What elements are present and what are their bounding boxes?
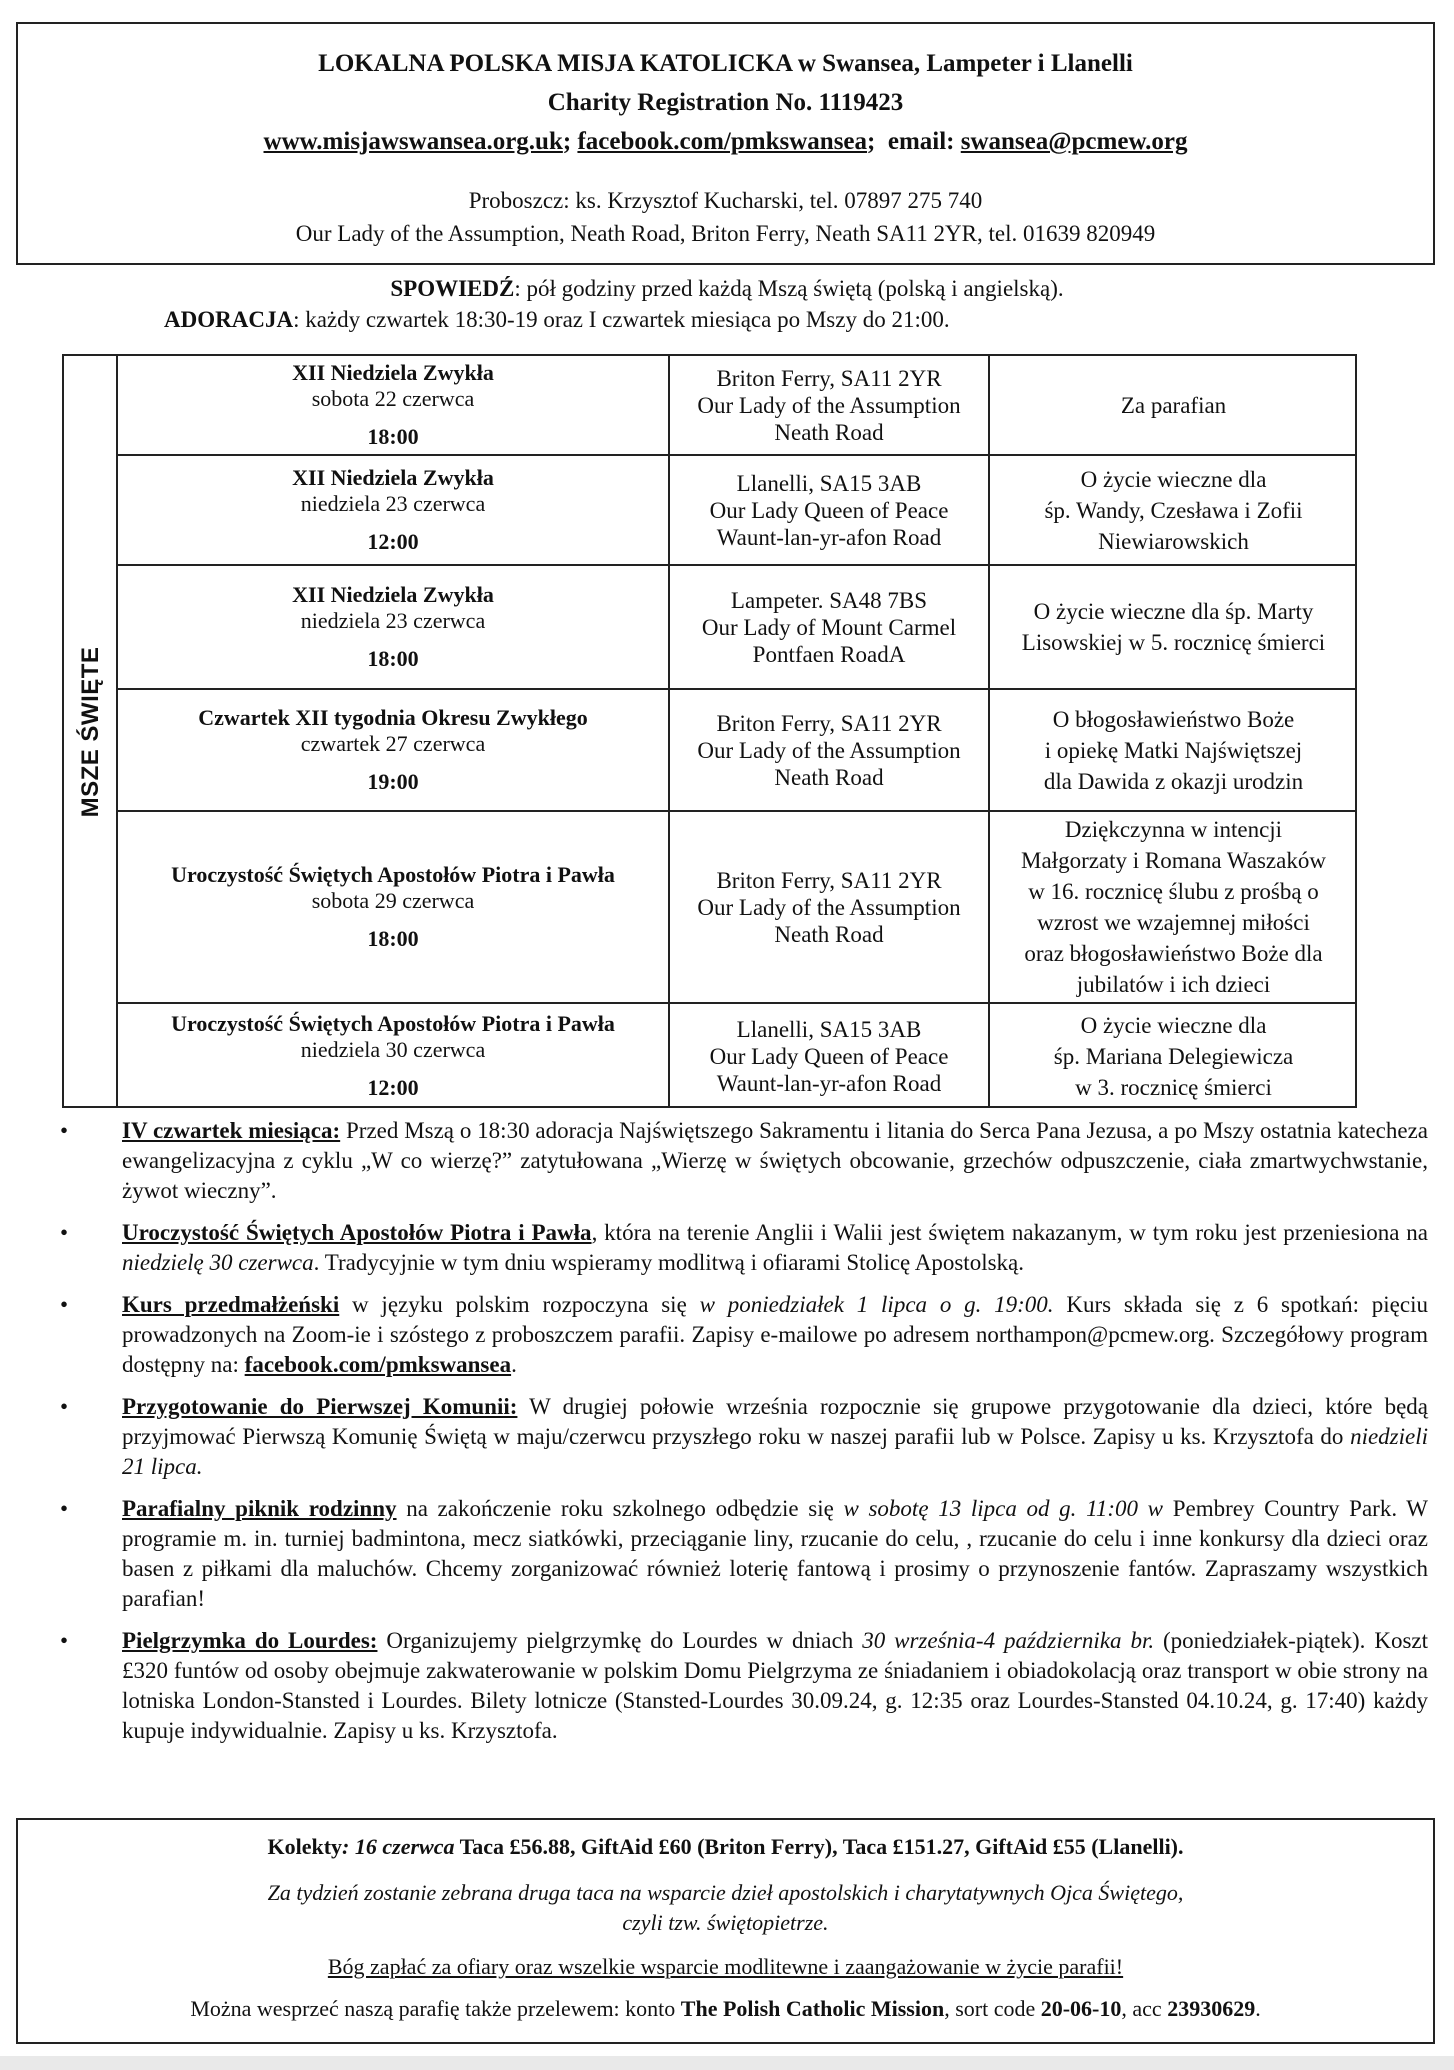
thanks-line: Bóg zapłać za ofiary oraz wszelkie wsparcie modlitewne i zaangażowanie w życie parafii! [327,1954,1124,1979]
notice-item: • Przygotowanie do Pierwszej Komunii: W drugiej połowie września rozpocznie się grupowe przygotowanie dla dzieci, które będą przyjmować Pierwszą Komunię Świętą w maju/czerwcu przyszłego roku w naszej parafii lub w Polsce. Zapisy u ks. Krzysztofa do niedzieli 21 lipca. [60,1394,1429,1479]
intention-cell: O błogosławieństwo Boże i opiekę Matki Najświętszej dla Dawida z okazji urodzin [1043,706,1304,794]
confession-label: SPOWIEDŹ [390,276,515,301]
parish-priest: Proboszcz: ks. Krzysztof Kucharski, tel. 07897 275 740 [468,188,983,213]
intention-cell: Dziękczynna w intencji Małgorzaty i Romana Waszaków w 16. rocznicę ślubu z prośbą o wzrost we wzajemnej miłości oraz błogosławieństwo Boże dla jubilatów i ich dzieci [1021,817,1326,997]
intention-cell: O życie wieczne dla śp. Marty Lisowskiej w 5. rocznicę śmierci [1021,599,1326,655]
church-address: Our Lady of the Assumption, Neath Road, Briton Ferry, Neath SA11 2YR, tel. 01639 820949 [295,221,1156,246]
location-cell: Briton Ferry, SA11 2YR Our Lady of the Assumption Neath Road [670,356,990,454]
footer-box [16,1818,1435,2044]
website-link[interactable]: www.misjawswansea.org.uk [263,128,563,155]
event-cell: Uroczystość Świętych Apostołów Piotra i Pawła niedziela 30 czerwca 12:00 [118,1004,670,1108]
bullet-icon: • [60,1628,69,1653]
event-cell: Czwartek XII tygodnia Okresu Zwykłego czwartek 27 czerwca 19:00 [118,690,670,810]
header-box [16,22,1435,265]
location-cell: Briton Ferry, SA11 2YR Our Lady of the Assumption Neath Road [670,812,990,1002]
table-row [118,456,1357,566]
table-row [118,690,1357,812]
notice-item: • Parafialny piknik rodzinny na zakończenie roku szkolnego odbędzie się w sobotę 13 lipca od g. 11:00 w Pembrey Country Park. W programie m. in. turniej badmintona, mecz siatkówki, przeciąganie liny, rzucanie do celu, , rzucanie do celu i inne konkursy dla dzieci oraz basen z piłkami dla maluchów. Chcemy zorganizować również loterię fantową i prosimy o przynoszenie fantów. Zapraszamy wszystkich parafian! [60,1496,1429,1611]
adoration-label: ADORACJA [164,307,294,332]
collections-line: Kolekty: 16 czerwca Taca £56.88, GiftAid £60 (Briton Ferry), Taca £151.27, GiftAid £55 (Llanelli). [267,1834,1184,1859]
table-row [118,566,1357,690]
page-bottom-edge [0,2056,1454,2070]
notice-item: • IV czwartek miesiąca: Przed Mszą o 18:30 adoracja Najświętszego Sakramentu i litania do Serca Pana Jezusa, a po Mszy ostatnia katecheza ewangelizacyjna z cyklu „W co wierzę?” zatytułowana „Wierzę w świętych obcowanie, grzechów odpuszczenie, ciała zmartwychwstanie, żywot wieczny”. [60,1118,1428,1203]
facebook-link[interactable]: facebook.com/pmkswansea [577,128,868,155]
facebook-link[interactable]: facebook.com/pmkswansea [244,1352,512,1377]
confession-info: SPOWIEDŹ: pół godziny przed każdą Mszą świętą (polską i angielską). [390,276,1064,301]
mass-schedule-table [62,354,1357,1108]
intention-cell: O życie wieczne dla śp. Mariana Delegiewicza w 3. rocznicę śmierci [1053,1012,1294,1100]
notice-item: • Pielgrzymka do Lourdes: Organizujemy pielgrzymkę do Lourdes w dniach 30 września-4 października br. (poniedziałek-piątek). Koszt £320 funtów od osoby obejmuje zakwaterowanie w polskim Domu Pielgrzyma ze śniadaniem i obiadokolacją oraz transport w obie strony na lotniska London-Stansted i Lourdes. Bilety lotnicze (Stansted-Lourdes 30.09.24, g. 12:35 oraz Lourdes-Stansted 04.10.24, g. 17:40) każdy kupuje indywidualnie. Zapisy u ks. Krzysztofa. [60,1628,1428,1743]
charity-registration: Charity Registration No. 1119423 [547,89,904,116]
event-cell: XII Niedziela Zwykła niedziela 23 czerwca 18:00 [118,566,670,688]
bullet-icon: • [60,1292,69,1317]
location-cell: Lampeter. SA48 7BS Our Lady of Mount Carmel Pontfaen RoadA [670,566,990,688]
event-cell: XII Niedziela Zwykła niedziela 23 czerwca 12:00 [118,456,670,564]
table-row [118,812,1357,1004]
bank-transfer-line: Można wesprzeć naszą parafię także przelewem: konto The Polish Catholic Mission, sort code 20-06-10, acc 23930629. [190,1996,1261,2021]
notices-list [60,1116,1428,1758]
second-collection: Za tydzień zostanie zebrana druga taca na wsparcie dzieł apostolskich i charytatywnych Ojca Świętego, czyli tzw. świętopietrze. [267,1880,1184,1935]
masses-side-label: MSZE ŚWIĘTE [77,646,104,818]
event-cell: XII Niedziela Zwykła sobota 22 czerwca 18:00 [118,356,670,454]
contact-links: www.misjawswansea.org.uk; facebook.com/pmkswansea; email: swansea@pcmew.org [263,128,1188,155]
bullet-icon: • [60,1496,69,1521]
location-cell: Briton Ferry, SA11 2YR Our Lady of the Assumption Neath Road [670,690,990,810]
bullet-icon: • [60,1220,69,1245]
bullet-icon: • [60,1118,69,1143]
intention-cell: Za parafian [1120,392,1227,418]
mission-title: LOKALNA POLSKA MISJA KATOLICKA w Swansea, Lampeter i Llanelli [318,50,1133,77]
event-cell: Uroczystość Świętych Apostołów Piotra i Pawła sobota 29 czerwca 18:00 [118,812,670,1002]
email-link[interactable]: swansea@pcmew.org [960,128,1188,155]
adoration-info: ADORACJA: każdy czwartek 18:30-19 oraz I czwartek miesiąca po Mszy do 21:00. [164,307,950,332]
intention-cell: O życie wieczne dla śp. Wandy, Czesława i Zofii Niewiarowskich [1044,466,1303,554]
table-row [118,1004,1357,1108]
notice-item: • Kurs przedmałżeński w języku polskim rozpoczyna się w poniedziałek 1 lipca o g. 19:00. Kurs składa się z 6 spotkań: pięciu prowadzonych na Zoom-ie i szóstego z proboszczem parafii. Zapisy e-mailowe po adresem northampon@pcmew.org. Szczegółowy program dostępny na: facebook.com/pmkswansea. [60,1292,1428,1377]
bullet-icon: • [60,1394,69,1419]
location-cell: Llanelli, SA15 3AB Our Lady Queen of Peace Waunt-lan-yr-afon Road [670,1004,990,1108]
table-row [118,356,1357,456]
side-column [64,356,118,1106]
notice-item: • Uroczystość Świętych Apostołów Piotra i Pawła, która na terenie Anglii i Walii jest świętem nakazanym, w tym roku jest przeniesiona na niedzielę 30 czerwca. Tradycyjnie w tym dniu wspieramy modlitwą i ofiarami Stolicę Apostolską. [60,1220,1428,1275]
email-label: email: [887,128,955,155]
location-cell: Llanelli, SA15 3AB Our Lady Queen of Peace Waunt-lan-yr-afon Road [670,456,990,564]
